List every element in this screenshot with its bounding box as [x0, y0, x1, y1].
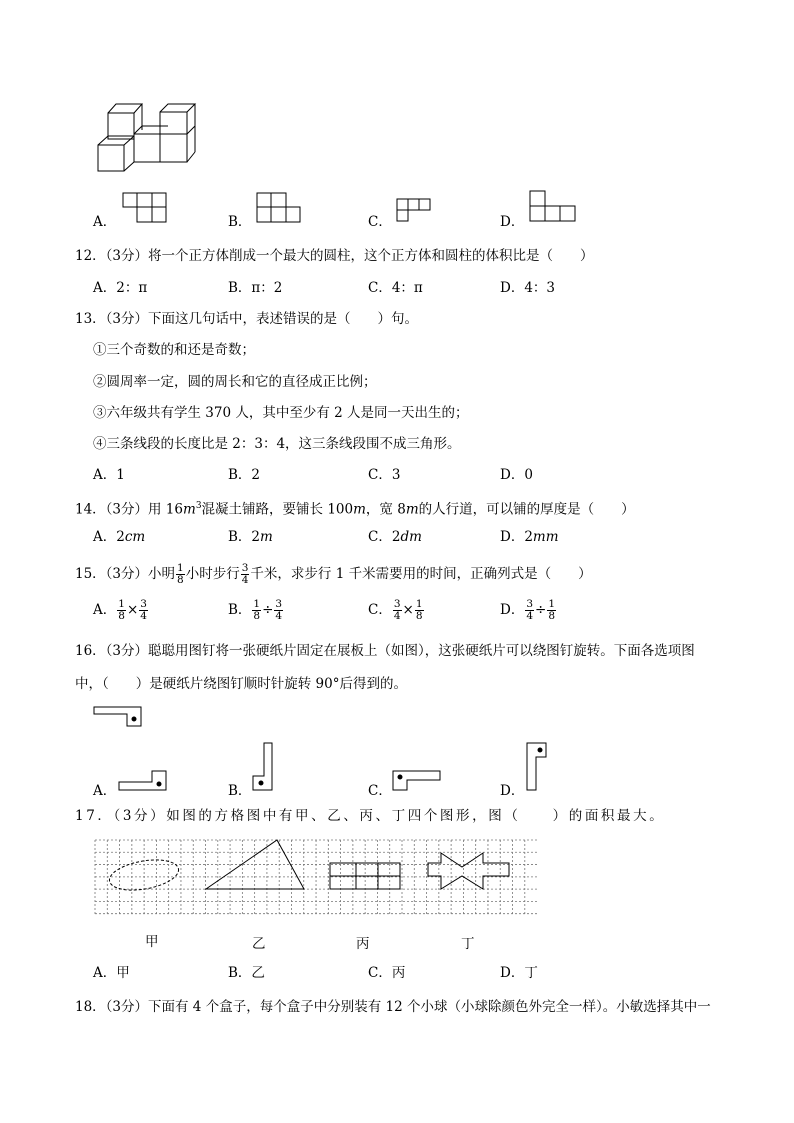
q14-text-2: 混凝土铺路，要铺长 100	[201, 501, 354, 518]
q17-label-yi: 乙	[252, 936, 266, 952]
q11-option-c[interactable]: C．	[368, 214, 392, 230]
q15-option-d[interactable]: D． $\frac{3}{4}$ ÷ $\frac{1}{8}$	[500, 598, 556, 622]
q17-stem: 17．（3分）如图的方格图中有甲、乙、丙、丁四个图形，图（ ）的面积最大。	[75, 808, 666, 824]
shape-ding	[428, 853, 509, 889]
q17-option-a[interactable]: A．甲	[93, 965, 130, 981]
q11-option-b-shape	[256, 192, 302, 224]
q13-stem: 13．（3分）下面这几句话中，表述错误的是（ ）句。	[75, 311, 419, 327]
q13-statement-1: ①三个奇数的和还是奇数；	[93, 342, 255, 358]
q14-option-c[interactable]: C．2dm	[368, 529, 422, 545]
q17-label-jia: 甲	[145, 934, 159, 950]
q13-option-a[interactable]: A．1	[93, 467, 125, 483]
q11-option-d-shape	[529, 190, 577, 224]
q13-statement-4: ④三条线段的长度比是 2：3：4，这三条线段围不成三角形。	[93, 436, 461, 452]
q14-option-d[interactable]: D．2mm	[500, 529, 559, 545]
q11-option-d[interactable]: D．	[500, 214, 525, 230]
q13-option-c[interactable]: C．3	[368, 467, 401, 483]
q14-text-3: ，宽 8	[365, 501, 406, 518]
q17-option-b[interactable]: B．乙	[228, 965, 265, 981]
q14-option-a[interactable]: A．2cm	[93, 529, 146, 545]
q15-option-b[interactable]: B． $\frac{1}{8}$ ÷ $\frac{3}{4}$	[228, 598, 283, 622]
q15-fraction-hours: $\frac{1}{8}$	[177, 562, 184, 586]
q12-option-b[interactable]: B．π：2	[228, 280, 283, 296]
q14-unit-m3: m	[183, 501, 196, 518]
q17-label-ding: 丁	[461, 936, 475, 952]
q16-option-c[interactable]: C．	[368, 783, 392, 799]
q13-option-d[interactable]: D．0	[500, 467, 533, 483]
q15-fraction-km: $\frac{3}{4}$	[241, 562, 249, 586]
q16-option-b-shape	[252, 742, 274, 792]
q14-exponent: 3	[195, 501, 202, 511]
q11-option-a[interactable]: A．	[93, 214, 117, 230]
q16-option-d[interactable]: D．	[500, 783, 525, 799]
q12-stem: 12．（3分）将一个正方体削成一个最大的圆柱，这个正方体和圆柱的体积比是（ ）	[75, 248, 594, 264]
q12-option-c[interactable]: C．4：π	[368, 280, 423, 296]
q17-label-bing: 丙	[356, 936, 370, 952]
q12-option-a[interactable]: A．2：π	[93, 280, 148, 296]
q16-stem-line-1: 16．（3分）聪聪用图钉将一张硬纸片固定在展板上（如图），这张硬纸片可以绕图钉旋转。下面各选项图	[75, 643, 695, 659]
q13-statement-2: ②圆周率一定，圆的周长和它的直径成正比例；	[93, 374, 377, 390]
q15-option-c[interactable]: C． $\frac{3}{4}$ × $\frac{1}{8}$	[368, 598, 423, 622]
q11-option-c-shape	[396, 198, 432, 224]
q16-option-c-shape	[392, 770, 442, 792]
cube-stack-figure	[96, 100, 206, 175]
q18-stem: 18．（3分）下面有 4 个盒子，每个盒子中分别装有 12 个小球（小球除颜色外完全一样）。小敏选择其中一	[75, 999, 711, 1015]
q12-option-d[interactable]: D．4：3	[500, 280, 556, 296]
q14-text-4: 的人行道，可以铺的厚度是（ ）	[418, 501, 635, 518]
q14-unit-m-length: m	[353, 501, 366, 518]
q14-stem	[75, 496, 635, 520]
q16-option-a[interactable]: A．	[93, 783, 117, 799]
q17-option-d[interactable]: D．丁	[500, 965, 538, 981]
q13-option-b[interactable]: B．2	[228, 467, 261, 483]
q11-option-a-shape	[122, 192, 168, 224]
q17-option-c[interactable]: C．丙	[368, 965, 406, 981]
q14-text-1: 14．（3分）用 16	[75, 501, 183, 518]
q15-stem: 15．（3分）小明 $\frac{1}{8}$ 小时步行 $\frac{3}{4}$ 千米，求步行 1 千米需要用的时间，正确列式是（ ）	[75, 562, 592, 586]
q15-option-a[interactable]: A． $\frac{1}{8}$ × $\frac{3}{4}$	[93, 598, 147, 622]
q17-grid-figure	[94, 839, 540, 917]
q16-option-b[interactable]: B．	[228, 783, 252, 799]
q16-option-a-shape	[118, 770, 168, 792]
q13-statement-3: ③六年级共有学生 370 人，其中至少有 2 人是同一天出生的；	[93, 405, 469, 421]
q14-option-b[interactable]: B．2m	[228, 529, 273, 545]
q16-cardboard-figure	[93, 706, 143, 728]
q11-option-b[interactable]: B．	[228, 214, 252, 230]
q14-unit-m-width: m	[405, 501, 419, 518]
q16-stem-line-2: 中，（ ）是硬纸片绕图钉顺时针旋转 90°后得到的。	[75, 676, 407, 692]
q16-option-d-shape	[526, 742, 548, 792]
